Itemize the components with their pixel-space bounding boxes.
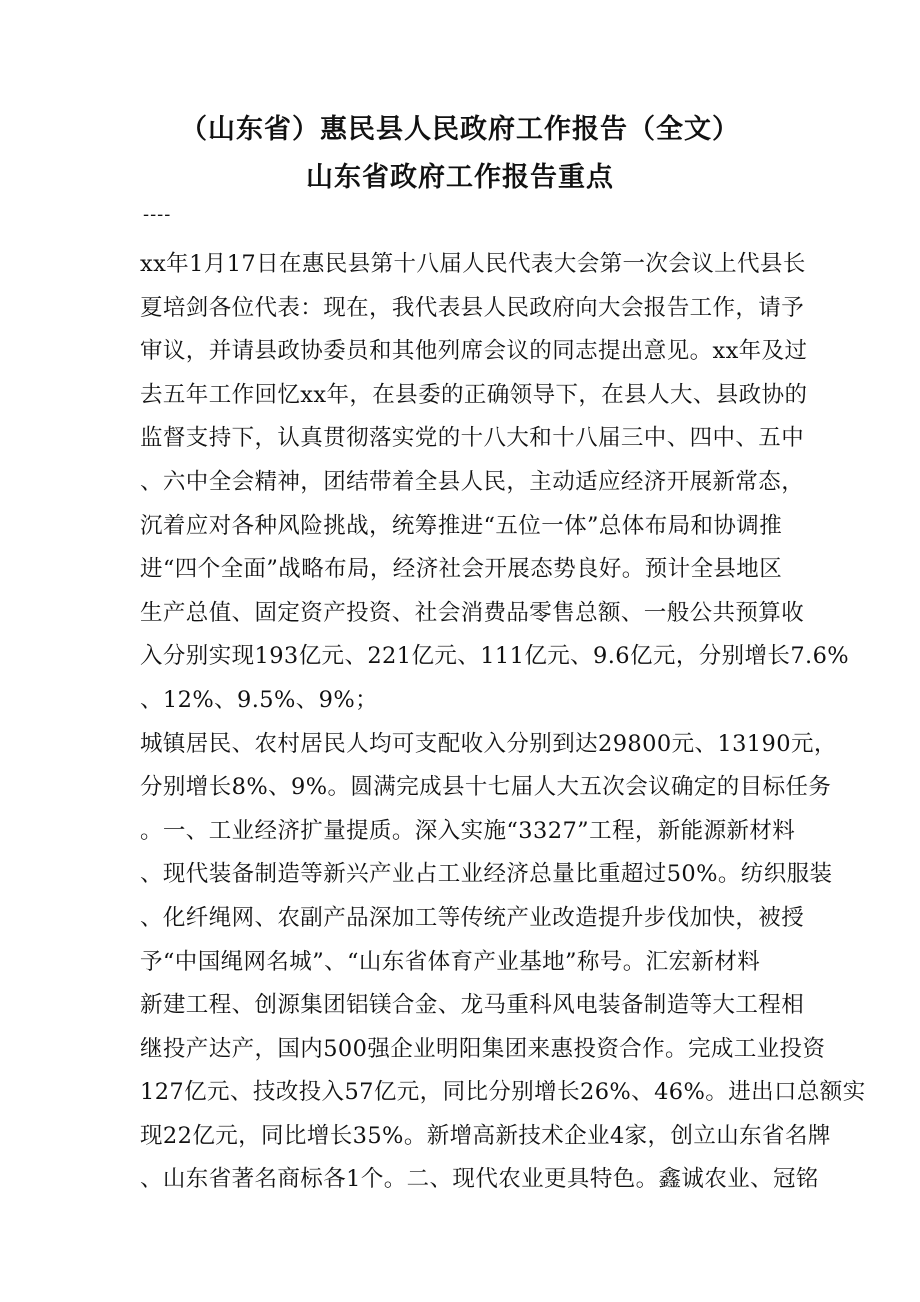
body-text — [140, 243, 866, 1202]
text-line: 。一、工业经济扩量提质。深入实施“3327”工程，新能源新材料 — [140, 817, 796, 844]
text-line: 监督支持下，认真贯彻落实党的十八大和十八届三中、四中、五中 — [140, 425, 805, 452]
text-line: 继投产达产，国内500强企业明阳集团来惠投资合作。完成工业投资 — [140, 1035, 826, 1062]
text-line: 入分别实现193亿元、221亿元、111亿元、9.6亿元，分别增长7.6% — [140, 643, 850, 670]
text-line: 夏培剑各位代表：现在，我代表县人民政府向大会报告工作，请予 — [140, 294, 805, 321]
text-line: xx年1月17日在惠民县第十八届人民代表大会第一次会议上代县长 — [140, 251, 806, 277]
document-title: （山东省）惠民县人民政府工作报告（全文） — [180, 114, 740, 145]
text-line: 、六中全会精神，团结带着全县人民，主动适应经济开展新常态， — [140, 468, 805, 495]
separator-line: ---- — [143, 204, 172, 225]
text-line: 予“中国绳网名城”、“山东省体育产业基地”称号。汇宏新材料 — [140, 948, 761, 975]
text-line: 、化纤绳网、农副产品深加工等传统产业改造提升步伐加快，被授 — [140, 904, 805, 931]
text-line: 新建工程、创源集团铝镁合金、龙马重科风电装备制造等大工程相 — [140, 992, 805, 1019]
text-line: 127亿元、技改投入57亿元，同比分别增长26%、46%。进出口总额实 — [140, 1079, 866, 1106]
text-line: 城镇居民、农村居民人均可支配收入分别到达29800元、13190元， — [140, 730, 837, 757]
text-line: 审议，并请县政协委员和其他列席会议的同志提出意见。xx年及过 — [140, 338, 808, 365]
text-line: 进“四个全面”战略布局，经济社会开展态势良好。预计全县地区 — [140, 556, 783, 583]
text-line: 现22亿元，同比增长35%。新增高新技术企业4家，创立山东省名牌 — [140, 1122, 831, 1149]
text-line: 分别增长8%、9%。圆满完成县十七届人大五次会议确定的目标任务 — [140, 774, 832, 801]
text-line: 生产总值、固定资产投资、社会消费品零售总额、一般公共预算收 — [140, 599, 805, 626]
text-line: 沉着应对各种风险挑战，统筹推进“五位一体”总体布局和协调推 — [140, 512, 783, 539]
text-line: 去五年工作回忆xx年，在县委的正确领导下，在县人大、县政协的 — [140, 381, 808, 408]
document-subtitle: 山东省政府工作报告重点 — [306, 162, 614, 193]
text-line: 、山东省著名商标各1个。二、现代农业更具特色。鑫诚农业、冠铭 — [140, 1166, 819, 1193]
text-line: 、12%、9.5%、9%； — [140, 686, 379, 713]
text-line: 、现代装备制造等新兴产业占工业经济总量比重超过50%。纺织服装 — [140, 861, 833, 888]
